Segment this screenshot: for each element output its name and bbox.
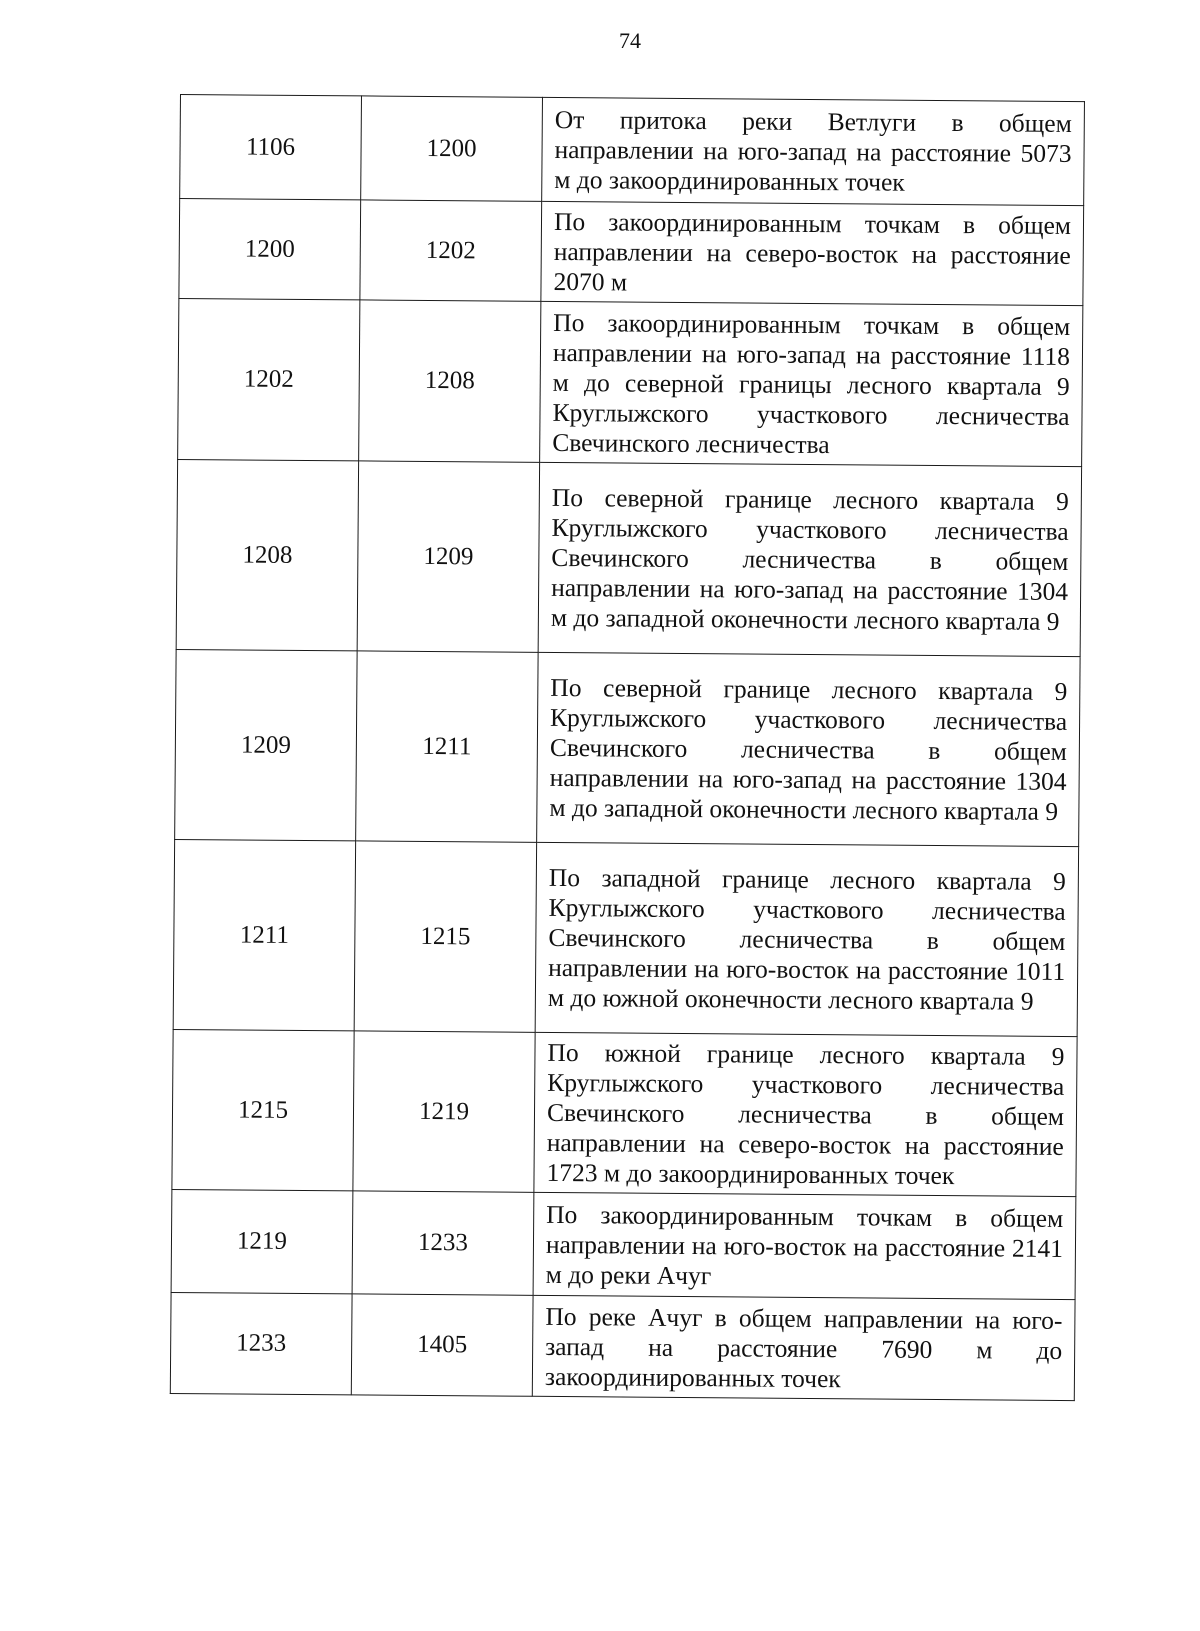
to-point-cell: 1209 xyxy=(357,461,539,652)
description-cell: По реке Ачуг в общем направлении на юго-запад на расстояние 7690 м до закоординированных точек xyxy=(532,1295,1075,1400)
from-point-cell: 1209 xyxy=(175,649,357,840)
table-row xyxy=(171,1189,1076,1299)
to-point-cell: 1215 xyxy=(354,841,536,1032)
description-cell: По закоординированным точкам в общем направлении на юго-восток на расстояние 2141 м до реки Ачуг xyxy=(533,1192,1076,1299)
table-row xyxy=(178,298,1083,466)
to-point-cell: 1219 xyxy=(353,1031,535,1192)
table-row xyxy=(173,839,1078,1036)
description-cell: По южной границе лесного квартала 9 Круглыжского участкового лесничества Свечинского лесничества в общем направлении на северо-восток на расстояние 1723 м до закоординированных точек xyxy=(534,1032,1077,1196)
boundary-table xyxy=(170,94,1085,1401)
to-point-cell: 1405 xyxy=(351,1294,533,1396)
table-row xyxy=(176,459,1081,656)
description-cell: По закоординированным точкам в общем направлении на юго-запад на расстояние 1118 м до северной границы лесного квартала 9 Круглыжского участкового лесничества Свечинского лесничества xyxy=(540,301,1083,466)
description-cell: От притока реки Ветлуги в общем направлении на юго-запад на расстояние 5073 м до закоординированных точек xyxy=(542,97,1085,205)
table-row xyxy=(170,1292,1075,1400)
to-point-cell: 1233 xyxy=(352,1191,534,1295)
from-point-cell: 1202 xyxy=(178,298,360,460)
to-point-cell: 1200 xyxy=(361,96,543,201)
from-point-cell: 1215 xyxy=(172,1029,354,1190)
table-row xyxy=(179,199,1084,306)
to-point-cell: 1202 xyxy=(360,200,542,301)
description-cell: По северной границе лесного квартала 9 Круглыжского участкового лесничества Свечинского лесничества в общем направлении на юго-запад на расстояние 1304 м до западной оконечности лесного квартала 9 xyxy=(537,652,1080,846)
page-number: 74 xyxy=(619,28,641,53)
description-cell: По закоординированным точкам в общем направлении на северо-восток на расстояние 2070 м xyxy=(541,201,1084,305)
to-point-cell: 1211 xyxy=(356,651,538,842)
from-point-cell: 1219 xyxy=(171,1189,353,1293)
from-point-cell: 1208 xyxy=(176,459,358,650)
table-row xyxy=(175,649,1080,846)
table-row xyxy=(172,1029,1077,1196)
description-cell: По северной границе лесного квартала 9 Круглыжского участкового лесничества Свечинского лесничества в общем направлении на юго-запад на расстояние 1304 м до западной оконечности лесного квартала 9 xyxy=(538,462,1081,656)
from-point-cell: 1200 xyxy=(179,199,361,300)
from-point-cell: 1211 xyxy=(173,839,355,1030)
from-point-cell: 1233 xyxy=(170,1292,352,1394)
table-row xyxy=(180,95,1085,206)
from-point-cell: 1106 xyxy=(180,95,362,200)
description-cell: По западной границе лесного квартала 9 Круглыжского участкового лесничества Свечинского лесничества в общем направлении на юго-восток на расстояние 1011 м до южной оконечности лесного квартала 9 xyxy=(535,842,1078,1036)
to-point-cell: 1208 xyxy=(359,300,541,462)
